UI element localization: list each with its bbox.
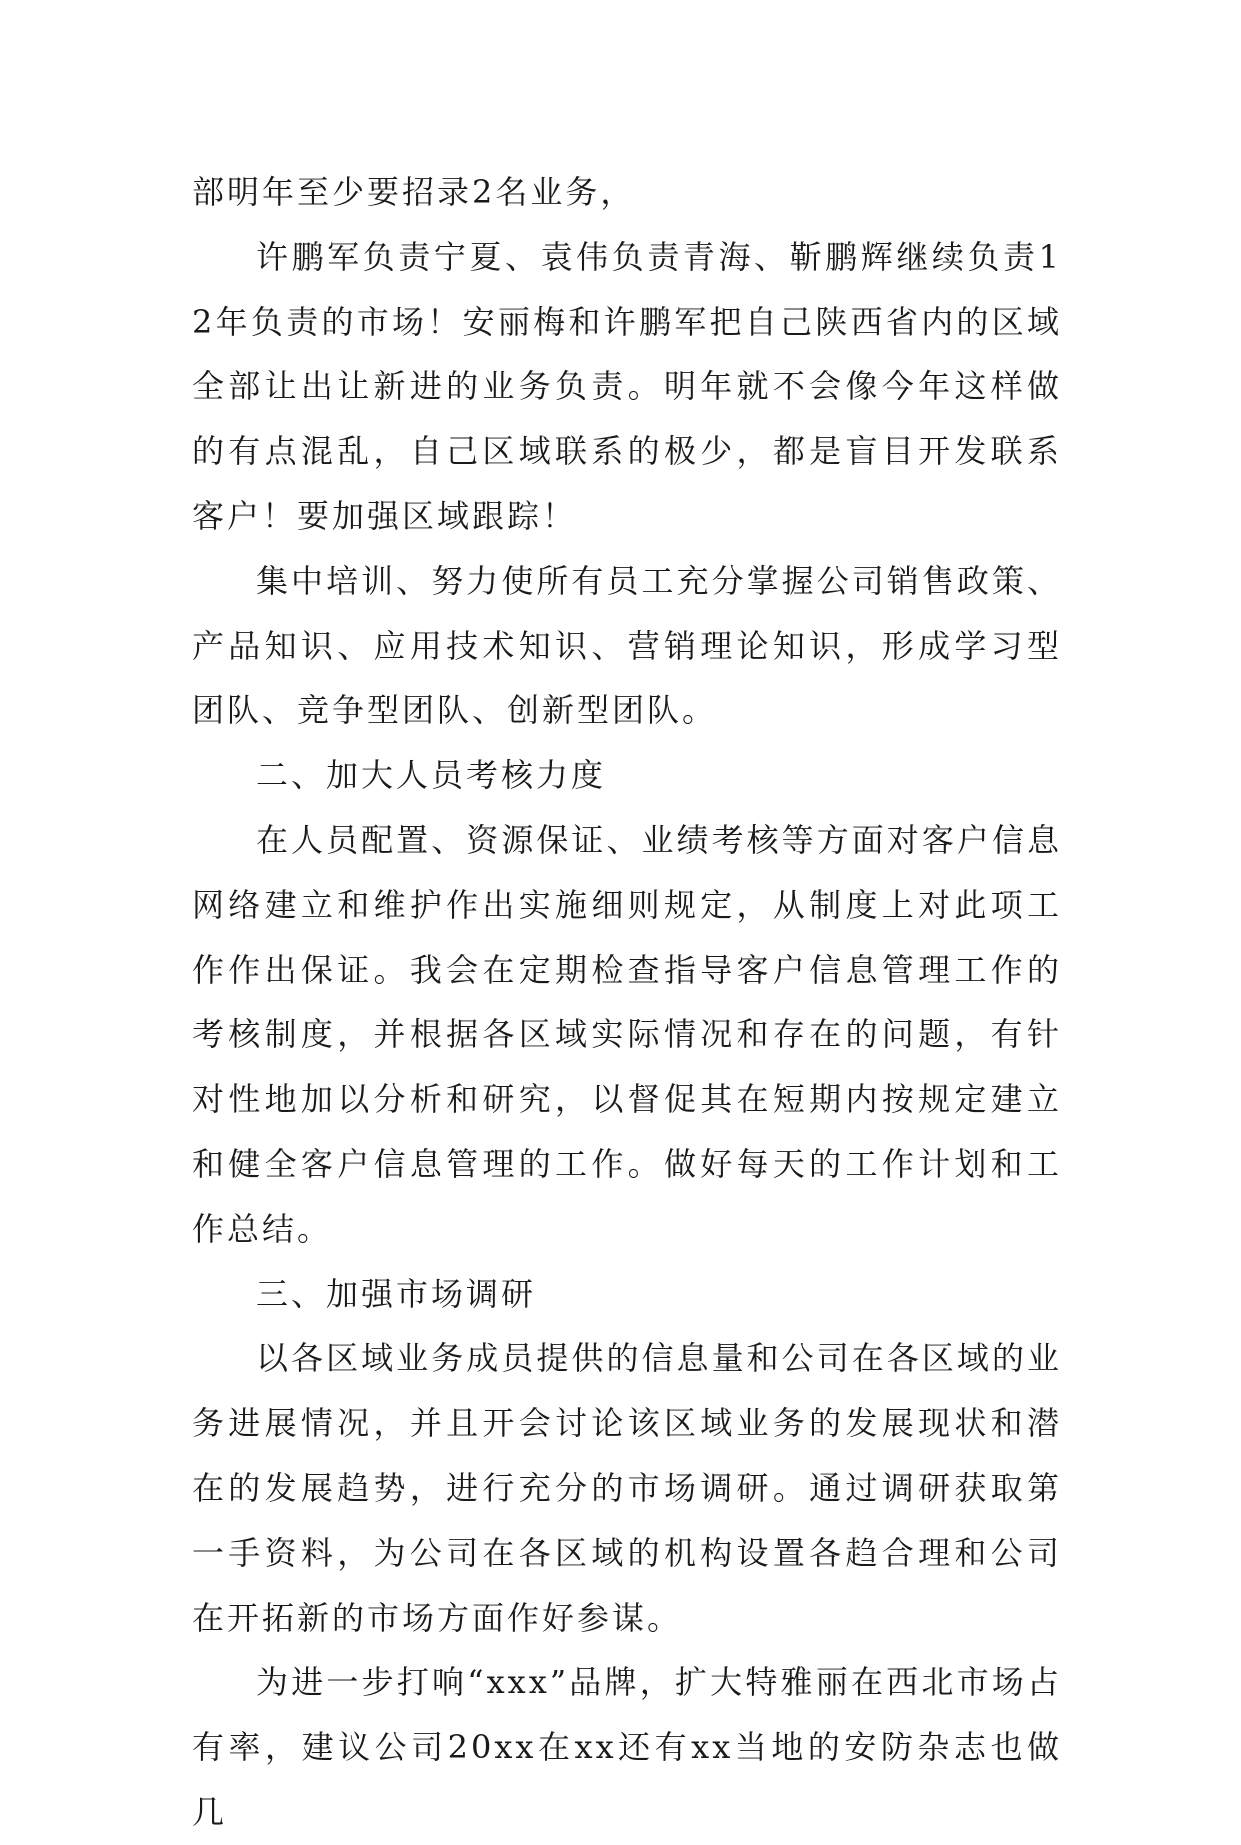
paragraph-1: 部明年至少要招录2名业务， xyxy=(192,173,636,211)
paragraph-3: 集中培训、努力使所有员工充分掌握公司销售政策、产品知识、应用技术知识、营销理论知识，形成学习型团队、竞争型团队、创新型团队。 xyxy=(192,561,1062,730)
paragraph-7: 以各区域业务成员提供的信息量和公司在各区域的业务进展情况，并且开会讨论该区域业务的发展现状和潜在的发展趋势，进行充分的市场调研。通过调研获取第一手资料，为公司在各区域的机构设置各趋合理和公司在开拓新的市场方面作好参谋。 xyxy=(192,1339,1062,1637)
paragraph-2: 许鹏军负责宁夏、袁伟负责青海、靳鹏辉继续负责12年负责的市场！安丽梅和许鹏军把自己陕西省内的区域全部让出让新进的业务负责。明年就不会像今年这样做的有点混乱，自己区域联系的极少，都是盲目开发联系客户！要加强区域跟踪！ xyxy=(192,237,1062,535)
section-heading-3: 三、加强市场调研 xyxy=(256,1274,537,1313)
section-heading-2: 二、加大人员考核力度 xyxy=(256,756,607,795)
document-body xyxy=(192,160,1062,1845)
paragraph-5: 在人员配置、资源保证、业绩考核等方面对客户信息网络建立和维护作出实施细则规定，从制度上对此项工作作出保证。我会在定期检查指导客户信息管理工作的考核制度，并根据各区域实际情况和存在的问题，有针对性地加以分析和研究，以督促其在短期内按规定建立和健全客户信息管理的工作。做好每天的工作计划和工作总结。 xyxy=(192,820,1062,1248)
paragraph-8: 为进一步打响“xxx”品牌，扩大特雅丽在西北市场占有率，建议公司20xx在xx还有xx当地的安防杂志也做几 xyxy=(192,1663,1062,1831)
